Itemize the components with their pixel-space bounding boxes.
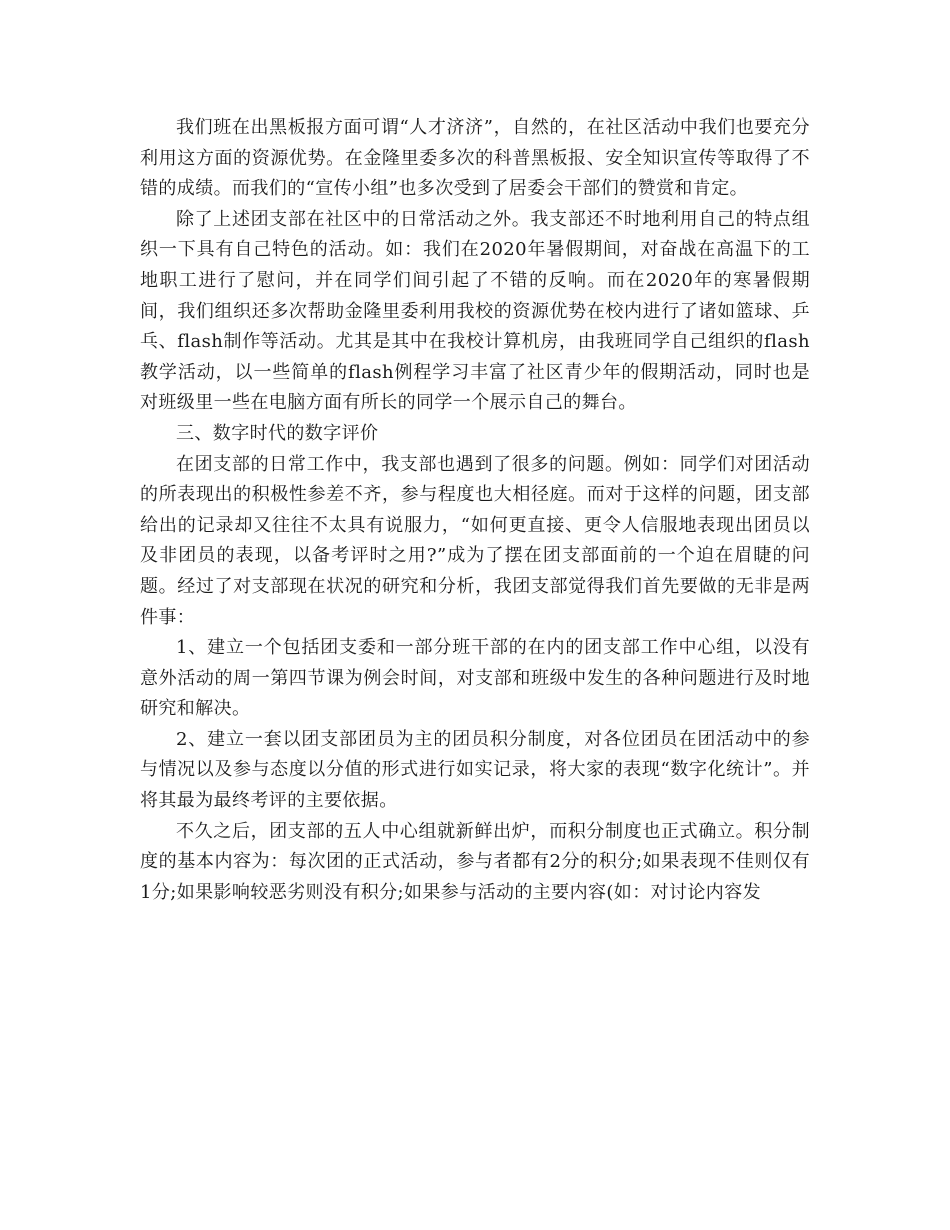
list-item-2: 2、建立一套以团支部团员为主的团员积分制度，对各位团员在团活动中的参与情况以及参与态度以分值的形式进行如实记录，将大家的表现“数字化统计”。并将其最为最终考评的主要依据。 <box>140 728 810 812</box>
document-body <box>140 113 810 908</box>
paragraph-problems: 在团支部的日常工作中，我支部也遇到了很多的问题。例如：同学们对团活动的所表现出的积极性参差不齐，参与程度也大相径庭。而对于这样的问题，团支部给出的记录却又往往不太具有说服力，“如何更直接、更令人信服地表现出团员以及非团员的表现，以备考评时之用?”成为了摆在团支部面前的一个迫在眉睫的问题。经过了对支部现在状况的研究和分析，我团支部觉得我们首先要做的无非是两件事： <box>140 453 810 628</box>
section-heading: 三、数字时代的数字评价 <box>176 422 379 444</box>
paragraph-blackboard: 我们班在出黑板报方面可谓“人才济济”，自然的，在社区活动中我们也要充分利用这方面的资源优势。在金隆里委多次的科普黑板报、安全知识宣传等取得了不错的成绩。而我们的“宣传小组”也多次受到了居委会干部们的赞赏和肯定。 <box>140 117 810 200</box>
paragraph-scoring-system: 不久之后，团支部的五人中心组就新鲜出炉，而积分制度也正式确立。积分制度的基本内容为：每次团的正式活动，参与者都有2分的积分;如果表现不佳则仅有1分;如果影响较恶劣则没有积分;如果参与活动的主要内容(如：对讨论内容发 <box>140 820 810 903</box>
list-item-1: 1、建立一个包括团支委和一部分班干部的在内的团支部工作中心组，以没有意外活动的周一第四节课为例会时间，对支部和班级中发生的各种问题进行及时地研究和解决。 <box>140 637 810 720</box>
paragraph-special-activities: 除了上述团支部在社区中的日常活动之外。我支部还不时地利用自己的特点组织一下具有自己特色的活动。如：我们在2020年暑假期间，对奋战在高温下的工地职工进行了慰问，并在同学们间引起了不错的反响。而在2020年的寒暑假期间，我们组织还多次帮助金隆里委利用我校的资源优势在校内进行了诸如篮球、乒乓、flash制作等活动。尤其是其中在我校计算机房，由我班同学自己组织的flash教学活动，以一些简单的flash例程学习丰富了社区青少年的假期活动，同时也是对班级里一些在电脑方面有所长的同学一个展示自己的舞台。 <box>140 208 810 414</box>
